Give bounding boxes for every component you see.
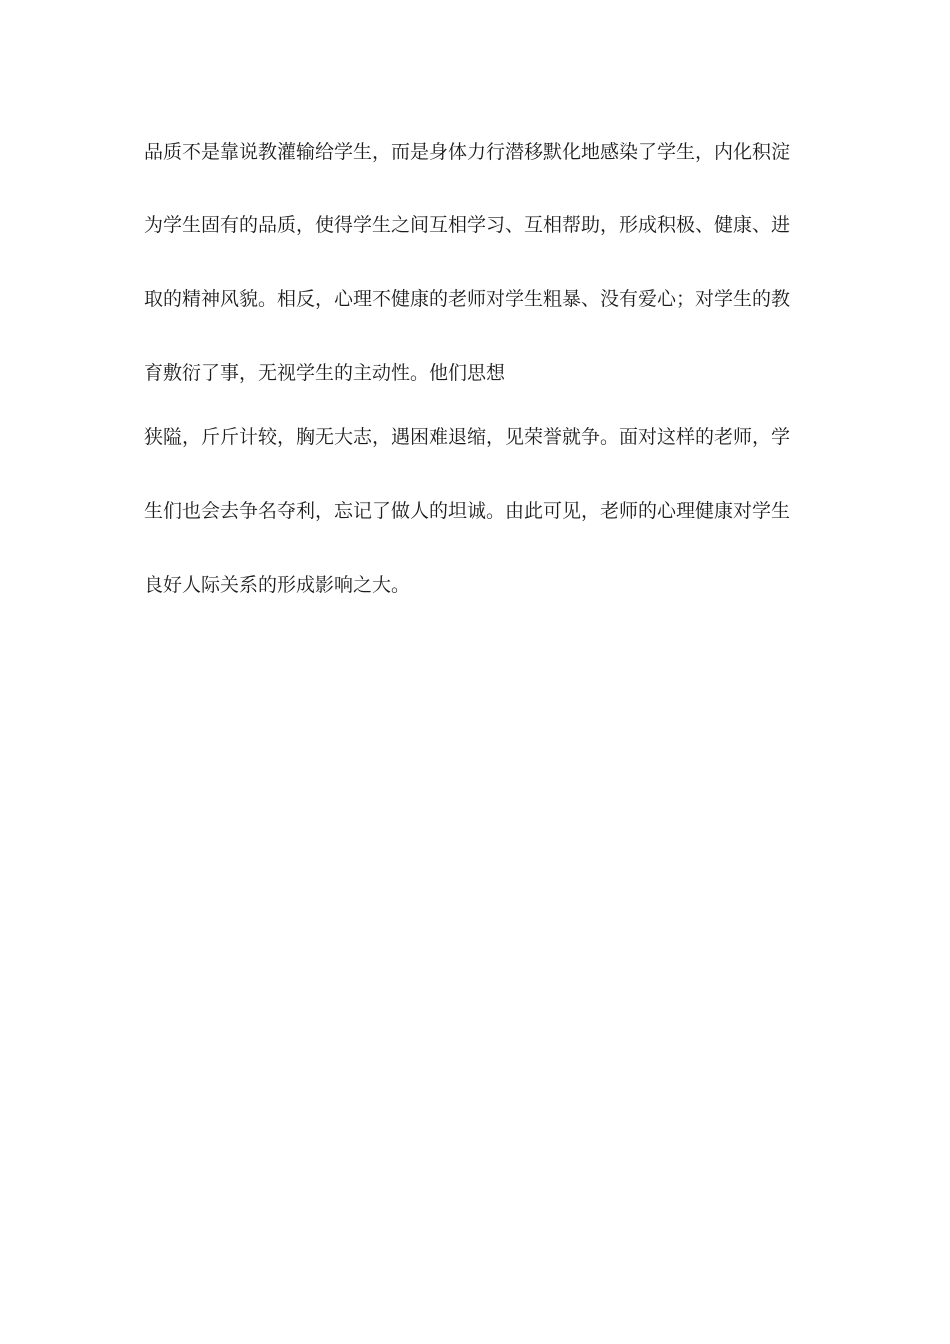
paragraph-line-4: 育敷衍了事，无视学生的主动性。他们思想 — [144, 362, 506, 384]
paragraph-line-6: 生们也会去争名夺利，忘记了做人的坦诚。由此可见，老师的心理健康对学生 — [144, 500, 791, 522]
paragraph-line-2: 为学生固有的品质，使得学生之间互相学习、互相帮助，形成积极、健康、进 — [144, 214, 791, 236]
paragraph-line-3: 取的精神风貌。相反，心理不健康的老师对学生粗暴、没有爱心；对学生的教 — [144, 288, 791, 310]
paragraph-line-1: 品质不是靠说教灌输给学生，而是身体力行潜移默化地感染了学生，内化积淀 — [144, 141, 791, 163]
paragraph-line-5: 狭隘，斤斤计较，胸无大志，遇困难退缩，见荣誉就争。面对这样的老师，学 — [144, 426, 791, 448]
paragraph-line-7: 良好人际关系的形成影响之大。 — [144, 574, 411, 596]
